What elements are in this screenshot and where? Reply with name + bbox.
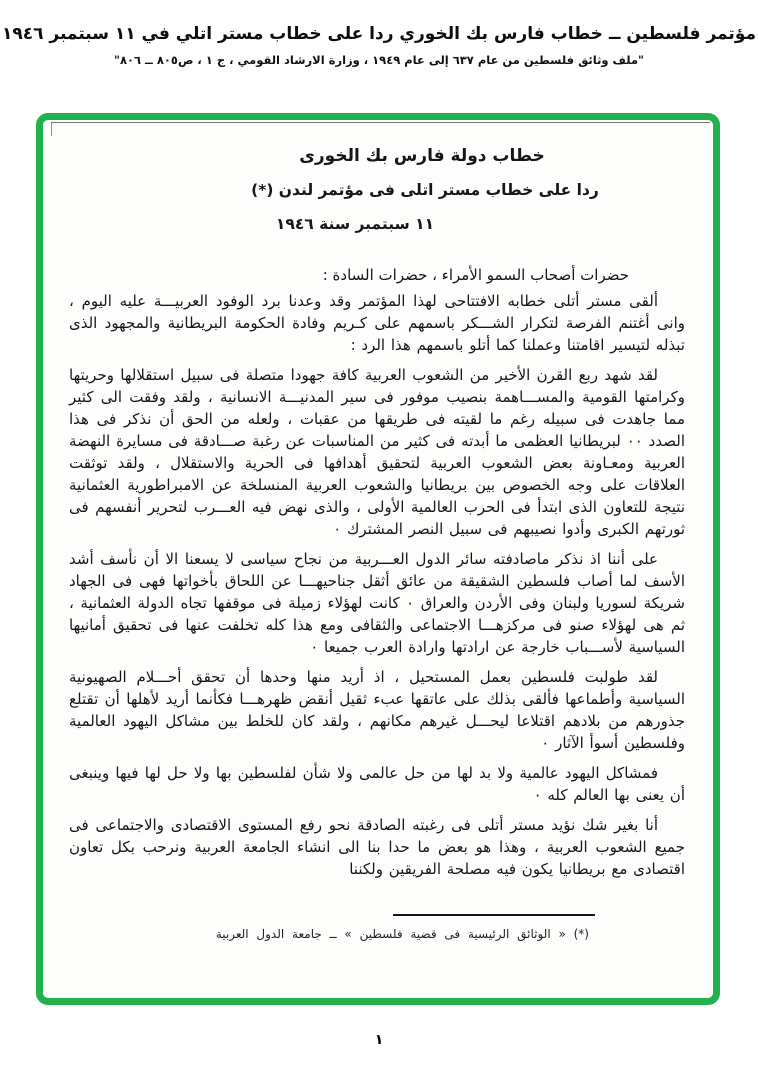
paragraph: فمشاكل اليهود عالمية ولا بد لها من حل عالمى ولا شأن لفلسطين بها ولا حل لها فيها وينبغى أن يعنى بها العالم كله ٠ [69,764,685,804]
footnote: (*) « الوثائق الرئيسية فى قضية فلسطين » ــ جامعة الدول العربية [215,927,589,941]
speech-title: خطاب دولة فارس بك الخورى [299,146,545,166]
speech-subtitle: ردا على خطاب مستر اتلى فى مؤتمر لندن (*) [251,181,599,199]
paragraph: على أننا اذ نذكر ماصادفته سائر الدول العـــربية من نجاح سياسى لا يسعنا الا أن نأسف أشد الأسف لما أصاب فلسطين الشقيقة من عائق أثقل جناحيهـــا عن اللحاق بأخواتها فهى فى الجهاد شريكة لسوريا ولبنان وفى الأردن والعراق ٠ كانت لهؤلاء زميلة فى موقفها تجاه الدولة العثمانية ، ثم هى لهؤلاء صنو فى مركزهـــا الاجتماعى والثقافى ومع هذا كله تخلفت عنها فى تحقيق أمانيها السياسية لأســـباب خارجة عن ارادتها وارادة العرب جميعا ٠ [69,550,685,656]
paragraph: لقد شهد ربع القرن الأخير من الشعوب العربية كافة جهودا متصلة فى سبيل استقلالها وحريتها وكرامتها القومية والمســـاهمة بنصيب موفور فى سير المدنيـــة الانسانية ، ولقد وفقت الى كثير مما جاهدت فى سبيله رغم ما لقيته فى طريقها من عقبات ، ولعله من الحق أن نذكر فى هذا الصدد ٠٠ لبريطانيا العظمى ما أبدته فى كثير من المناسبات عن رغبة صـــادقة فى مسايرة النهضة العربية ومعـاونة بعض الشعوب العربية لتحقيق أهدافها فى الحرية والاستقلال ، ولقد توثقت العلاقات على وجه الخصوص بين بريطانيا والشعوب العربية المنسلخة عن الامبراطورية العثمانية نتيجة للتعاون الذى ابتدأ فى الحرب العالمية الأولى ، والذى نهض فيه العـــرب لتحرير أنفسهم فى ثورتهم الكبرى وأدوا نصيبهم فى سبيل النصر المشترك ٠ [69,366,685,538]
document-source-citation: "ملف وثائق فلسطين من عام ٦٣٧ إلى عام ١٩٤٩ ، وزارة الارشاد القومي ، ج ١ ، ص٨٠٥ ــ ٨٠٦" [113,53,645,67]
document-body [43,120,713,998]
paragraph: لقد طولبت فلسطين بعمل المستحيل ، اذ أريد منها وحدها أن تحقق أحـــلام الصهيونية السياسية وأطماعها فألقى بذلك على عاتقها عبء ثقيل أنقض ظهرهـــا فكأنما أريد لأهلها أن تقتلع جذورهم من بلادهم اقتلاعا ليحـــل غيرهم مكانهم ، ولقد كان للخلط بين مشاكل اليهود العالمية وفلسطين أسوأ الآثار ٠ [69,668,685,752]
paragraph: ألقى مستر أتلى خطابه الافتتاحى لهذا المؤتمر وقد وعدنا برد الوفود العربيـــة عليه اليوم ، وانى أغتنم الفرصة لتكرار الشـــكر باسمهم على كـريم وفادة الحكومة البريطانية والمجهود الذى تبذله لتيسير اقامتنا وعملنا كما أتلو باسمهم هذا الرد : [69,292,685,354]
salutation-line: حضرات أصحاب السمو الأمراء ، حضرات السادة : [322,266,629,284]
paragraph: أنا بغير شك نؤيد مستر أتلى فى رغبته الصادقة نحو رفع المستوى الاقتصادى والاجتماعى فى جميع الشعوب العربية ، وهذا هو بعض ما حدا بنا الى انشاء الجامعة العربية ونرحب بكل تعاون اقتصادى مع بريطانيا يكون فيه مصلحة الفريقين ولكننا [69,816,685,878]
paragraph-list [69,290,685,880]
document-header-title: مؤتمر فلسطين ــ خطاب فارس بك الخوري ردا على خطاب مستر اتلي في ١١ سبتمبر ١٩٤٦ [1,24,757,44]
page-number: ١ [374,1032,384,1048]
scanned-page-frame [36,113,720,1005]
speech-date: ١١ سبتمبر سنة ١٩٤٦ [275,215,435,233]
footnote-separator-line [393,914,595,916]
page-header [0,24,758,67]
